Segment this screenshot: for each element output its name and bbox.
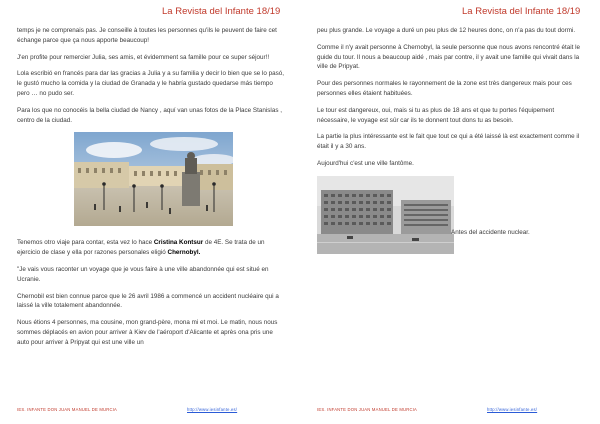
photo-with-caption	[317, 176, 585, 256]
place-stanislas-photo	[74, 132, 233, 226]
paragraph: Pour des personnes normales le rayonnement de la zone est très dangereux mais pour ces personnes elles étaient habituées.	[317, 80, 572, 97]
paragraph: "Je vais vous raconter un voyage que je vous faire à une ville abandonnée qui est situé en Ucranie.	[17, 265, 269, 283]
paragraph: Lola escribió en francés para dar las gracias a Julia y a su familia y decir lo bien que se lo pasó, le gustó mucho la comida y la ciudad de Granada y le habría gustado quedarse más tiempo pero … no pudo ser.	[17, 70, 285, 97]
paragraph: La partie la plus intéressante est le fait que tout ce qui a été laissé là est exactement comme il était il y a 30 ans.	[317, 133, 580, 151]
footer-school: IES. INFANTE DON JUAN MANUEL DE MURCIA	[17, 407, 118, 412]
topic-name: Chernobyl.	[167, 249, 201, 257]
paragraph: temps je ne comprenais pas. Je conseille à toutes les personnes qu'ils le peuvent de faire cet échange parce que ça nous apporte beaucoup!	[17, 27, 277, 44]
paragraph: Comme il n'y avait personne à Chernobyl, la seule personne que nous avons rencontré était le guide du tour. Il nous a beaucoup aidé , mais par contre, il y avait une famille qui vivait dans la ville de Pripyat.	[317, 43, 581, 71]
paragraph: Para los que no conocéis la bella ciudad de Nancy , aquí van unas fotos de la Place Stanislas , centro de la ciudad.	[17, 106, 282, 124]
page-footer	[317, 407, 585, 417]
paragraph: Tenemos otro viaje para contar, esta vez lo hace Cristina Kontsur de 4E. Se trata de un ejercicio de clase y ella por razones personales eligió Chernobyl.	[17, 239, 265, 257]
right-page	[300, 0, 600, 424]
page-body	[17, 26, 285, 355]
footer-school: IES. INFANTE DON JUAN MANUEL DE MURCIA	[317, 407, 418, 412]
paragraph: Nous étions 4 personnes, ma cousine, mon grand-père, mona mi et moi. Le matin, nous nous sommes déplacés en avion pour arriver à Kiev de l'aéroport d'Alicante et après ona pris une auto pour arriver à Pripyat qui est une ville un	[17, 319, 278, 346]
paragraph: Aujourd'hui c'est une ville fantôme.	[317, 159, 414, 167]
paragraph: peu plus grande. Le voyage a duré un peu plus de 12 heures donc, on n'a pas du tout dormi.	[317, 27, 576, 34]
author-name: Cristina Kontsur	[153, 239, 204, 247]
footer-url-link[interactable]: http://www.iesinfante.es/	[187, 407, 238, 412]
photo-caption: Antes del accidente nuclear.	[451, 228, 530, 236]
paragraph: J'en profite pour remercier Julia, ses amis, et évidemment sa famille pour ce super séjour!!	[17, 53, 270, 61]
pripyat-photo	[317, 176, 454, 254]
page-header: La Revista del Infante 18/19	[162, 6, 281, 17]
paragraph: Chernobil est bien connue parce que le 26 avril 1986 a commencé un accident nucléaire qui a laissé la ville totalement abandonnée.	[17, 292, 279, 310]
page-body	[317, 26, 585, 256]
paragraph: Le tour est dangereux, oui, mais si tu as plus de 18 ans et que tu portes l'équipement nécessaire, le voyage est sûr car ils te donnent tout dons tu as besoin.	[317, 106, 555, 124]
page-header: La Revista del Infante 18/19	[462, 6, 581, 17]
footer-url-link[interactable]: http://www.iesinfante.es/	[487, 407, 538, 412]
page-footer	[17, 407, 285, 417]
